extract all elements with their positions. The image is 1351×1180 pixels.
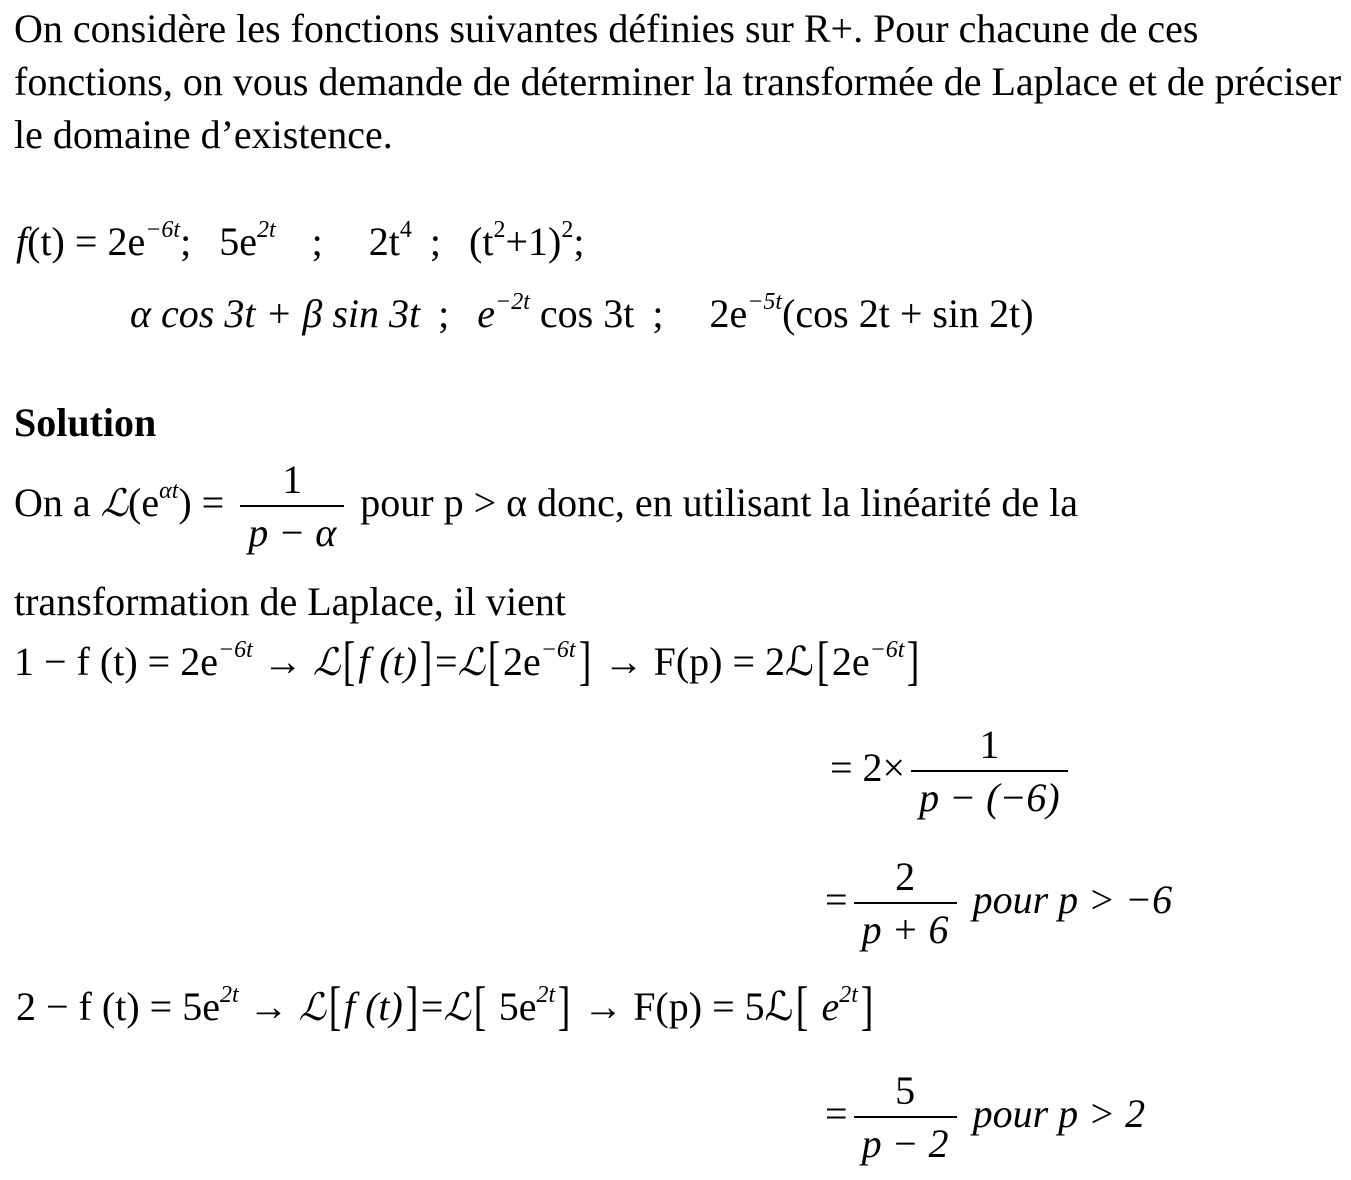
f6-base: e xyxy=(477,291,496,336)
step-2-inner-2-exponent: 2t xyxy=(839,982,858,1008)
step-2-line: 2 − f $(t) = 5e^{2t}$ → ℒ[f (t)]=ℒ[ $5e^{2t}] \to F(p)$ = 5ℒ[ $e^{2t}$] xyxy=(16,976,874,1036)
step-1-inner-exponent: −6t xyxy=(540,637,576,663)
fraction-numerator: 1 xyxy=(240,455,344,507)
equals: = xyxy=(435,639,458,684)
f7-rest: (cos 2t + sin 2t) xyxy=(782,291,1034,336)
arg-exponent: αt xyxy=(159,478,179,505)
f2-body: 5e xyxy=(219,219,257,264)
base-formula-line xyxy=(14,455,1078,559)
f7-base: 2e xyxy=(709,291,748,336)
f4-body-b: +1) xyxy=(505,219,562,264)
f1-exponent: −6t xyxy=(145,217,181,243)
fraction-numerator: 2 xyxy=(854,852,957,904)
f4-body-a: (t xyxy=(469,219,494,264)
on-a-text: On a xyxy=(14,480,91,526)
condition-text: pour p > α donc, en utilisant la linéarité de la xyxy=(360,480,1079,526)
step-1-lhs-exponent: −6t xyxy=(217,637,253,663)
step-1-result-2 xyxy=(825,852,1172,956)
step-1-result-1 xyxy=(830,720,1074,824)
step-2-F: F(p) = 5ℒ xyxy=(633,984,794,1029)
f2-exponent: 2t xyxy=(256,217,276,243)
arrow: → xyxy=(248,984,289,1029)
arrow: → xyxy=(603,639,644,684)
step-1-ft: f (t) xyxy=(358,639,418,684)
separator: ; xyxy=(180,219,192,264)
step-2-result-1 xyxy=(825,1066,1145,1170)
f1-body: (t) = 2e xyxy=(27,219,146,264)
result-prefix: = xyxy=(825,1091,848,1137)
fraction-denominator: p − α xyxy=(248,510,337,555)
step-2-inner-exponent: 2t xyxy=(536,982,556,1008)
f3-body: 2t xyxy=(368,219,400,264)
fraction xyxy=(854,1066,957,1170)
f6-exponent: −2t xyxy=(495,289,530,315)
step-1-inner: 2e xyxy=(502,639,541,684)
result-prefix: = xyxy=(825,877,848,923)
arrow: → xyxy=(262,639,303,684)
f5-body: α cos 3t + β sin 3t xyxy=(130,291,421,336)
step-1-inner-2-exponent: −6t xyxy=(869,637,905,663)
laplace-symbol: ℒ xyxy=(312,640,341,684)
intro-paragraph: On considère les fonctions suivantes définies sur R+. Pour chacune de ces fonctions, on vous demande de déterminer la transformée de Laplace et de préciser le domaine d’existence. xyxy=(14,6,1342,157)
laplace-symbol: ℒ xyxy=(100,481,129,526)
f-symbol: f xyxy=(16,219,28,264)
step-2-lhs: 2 − f (t) = 5e xyxy=(16,984,220,1029)
f4-exponent-a: 2 xyxy=(493,217,506,243)
arg-open: (e xyxy=(128,480,160,526)
separator: ; xyxy=(438,291,450,336)
f3-exponent: 4 xyxy=(399,217,412,243)
f6-rest: cos 3t xyxy=(539,291,635,336)
f7-exponent: −5t xyxy=(747,289,783,315)
separator: ; xyxy=(573,219,585,264)
step-2-inner: 5e xyxy=(498,984,537,1029)
fraction-numerator: 5 xyxy=(854,1066,957,1118)
laplace-symbol: ℒ xyxy=(298,985,326,1029)
laplace-symbol: ℒ xyxy=(457,640,485,684)
arg-close: ) = xyxy=(178,480,225,526)
step-1-F: F(p) = 2ℒ xyxy=(653,639,814,684)
separator: ; xyxy=(652,291,664,336)
step-2-ft: f (t) xyxy=(343,984,403,1029)
fraction-denominator: p − 2 xyxy=(861,1121,949,1166)
fraction-denominator: p − (−6) xyxy=(919,775,1060,820)
step-1-line: 1 − f $(t) = 2e^{-6t}$ → ℒ[f $(t)]=ℒ[2e^{-6t}] \to F(p)$ = $2ℒ[2e^{-6t}]$ xyxy=(14,631,920,691)
equals: = xyxy=(420,984,444,1029)
laplace-symbol: ℒ xyxy=(443,985,471,1029)
solution-heading: Solution xyxy=(14,400,157,445)
function-list-row-2 xyxy=(130,290,1034,344)
fraction xyxy=(240,455,344,559)
fraction xyxy=(854,852,957,956)
step-1-lhs: 1 − f (t) = 2e xyxy=(14,639,218,684)
arrow: → xyxy=(583,984,624,1029)
condition-text: pour p > 2 xyxy=(972,1091,1146,1137)
transition-text: transformation de Laplace, il vient xyxy=(14,579,567,624)
condition-text: pour p > −6 xyxy=(972,877,1173,923)
result-prefix: = 2× xyxy=(830,745,906,791)
fraction xyxy=(911,720,1068,824)
function-list-row-1 xyxy=(16,218,584,272)
separator: ; xyxy=(429,219,442,264)
separator: ; xyxy=(311,219,323,264)
step-2-lhs-exponent: 2t xyxy=(219,982,239,1008)
fraction-denominator: p + 6 xyxy=(861,907,949,952)
f4-exponent-b: 2 xyxy=(561,217,574,243)
step-2-inner-2: e xyxy=(821,984,840,1029)
fraction-numerator: 1 xyxy=(911,720,1068,772)
step-1-inner-2: 2e xyxy=(831,639,870,684)
